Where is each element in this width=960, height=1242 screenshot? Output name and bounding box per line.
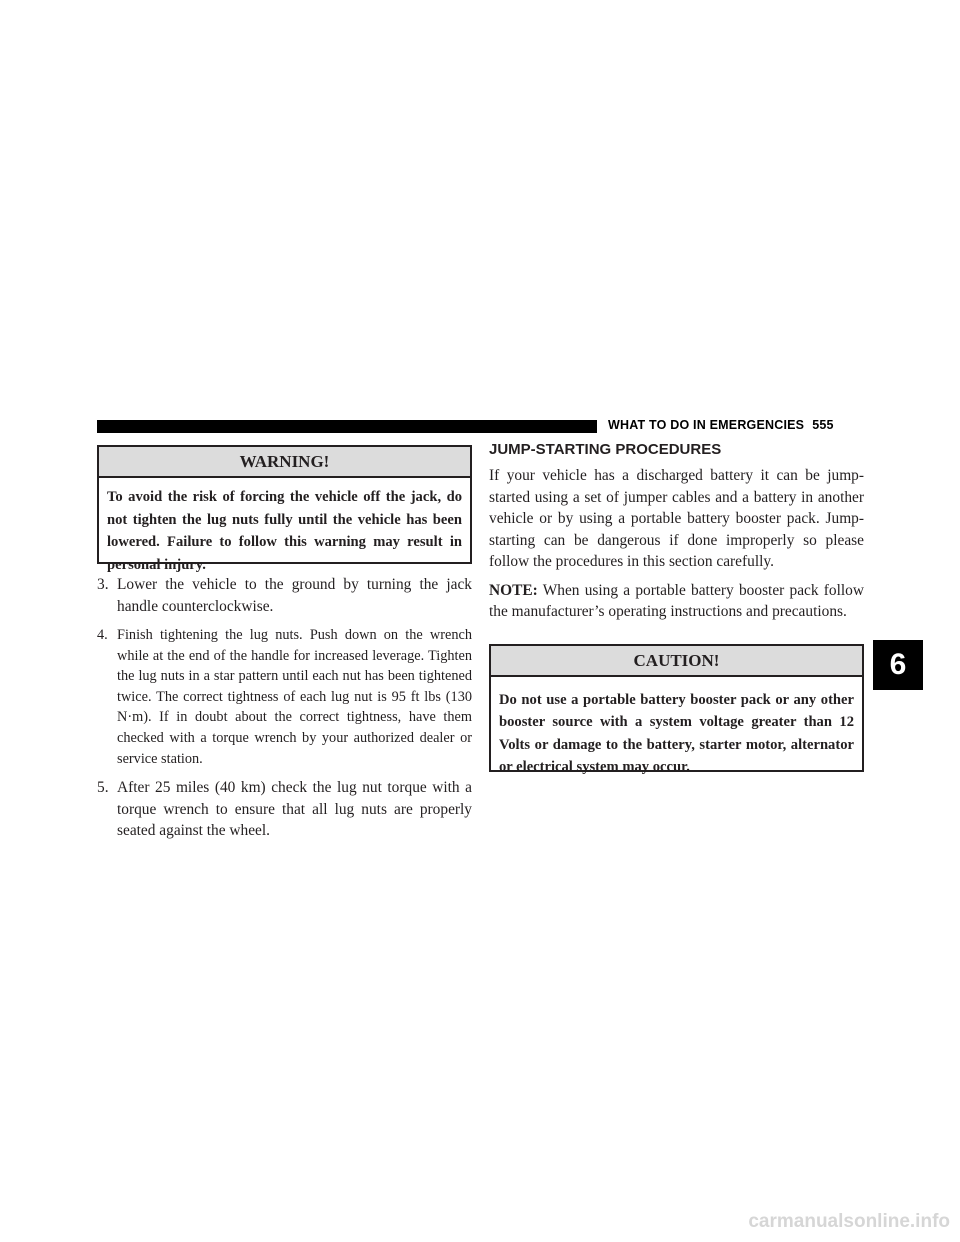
note-paragraph (489, 580, 864, 623)
right-column (489, 441, 864, 775)
warning-title: WARNING! (99, 447, 470, 478)
note-text: When using a portable battery booster pack follow the manufacturer’s operating instructions and precautions. (489, 581, 864, 620)
page-number: 555 (812, 418, 834, 432)
chapter-tab: 6 (873, 640, 923, 690)
warning-box (97, 445, 472, 573)
caution-title: CAUTION! (491, 646, 862, 677)
step-text: Finish tightening the lug nuts. Push down on the wrench while at the end of the handle for increased leverage. Tighten the lug nuts in a star pattern until each nut has been tightened twice. The correct tightness of each lug nut is 95 ft lbs (130 N·m). If in doubt about the correct tightness, have them checked with a torque wrench by your authorized dealer or service station. (117, 627, 472, 767)
list-item (97, 574, 472, 617)
list-item (97, 625, 472, 769)
caution-text: Do not use a portable battery booster pack or any other booster source with a system voltage greater than 12 Volts or damage to the battery, starter motor, alternator or electrical system may occur. (499, 691, 854, 775)
watermark-text: carmanualsonline.info (748, 1211, 950, 1232)
header-rule (97, 420, 597, 433)
section-heading: JUMP-STARTING PROCEDURES (489, 441, 722, 458)
step-text: Lower the vehicle to the ground by turning the jack handle counterclockwise. (117, 576, 472, 615)
caution-box (489, 644, 864, 775)
warning-text: To avoid the risk of forcing the vehicle off the jack, do not tighten the lug nuts fully until the vehicle has been lowered. Failure to follow this warning may result in personal injury. (107, 489, 462, 573)
step-number: 4. (97, 627, 108, 643)
step-number: 3. (97, 576, 109, 593)
left-column (97, 445, 472, 850)
list-item (97, 777, 472, 842)
running-header (608, 418, 834, 432)
step-number: 5. (97, 779, 109, 797)
steps-list (97, 574, 472, 842)
step-text: After 25 miles (40 km) check the lug nut torque with a torque wrench to ensure that all lug nuts are properly seated against the wheel. (117, 779, 472, 840)
intro-paragraph: If your vehicle has a discharged battery it can be jump-started using a set of jumper cables and a battery in another vehicle or by using a portable battery booster pack. Jump-starting can be dangerous if done improperly so please follow the procedures in this section carefully. (489, 467, 864, 570)
header-section-title: WHAT TO DO IN EMERGENCIES (608, 418, 805, 432)
note-label: NOTE: (489, 581, 538, 599)
